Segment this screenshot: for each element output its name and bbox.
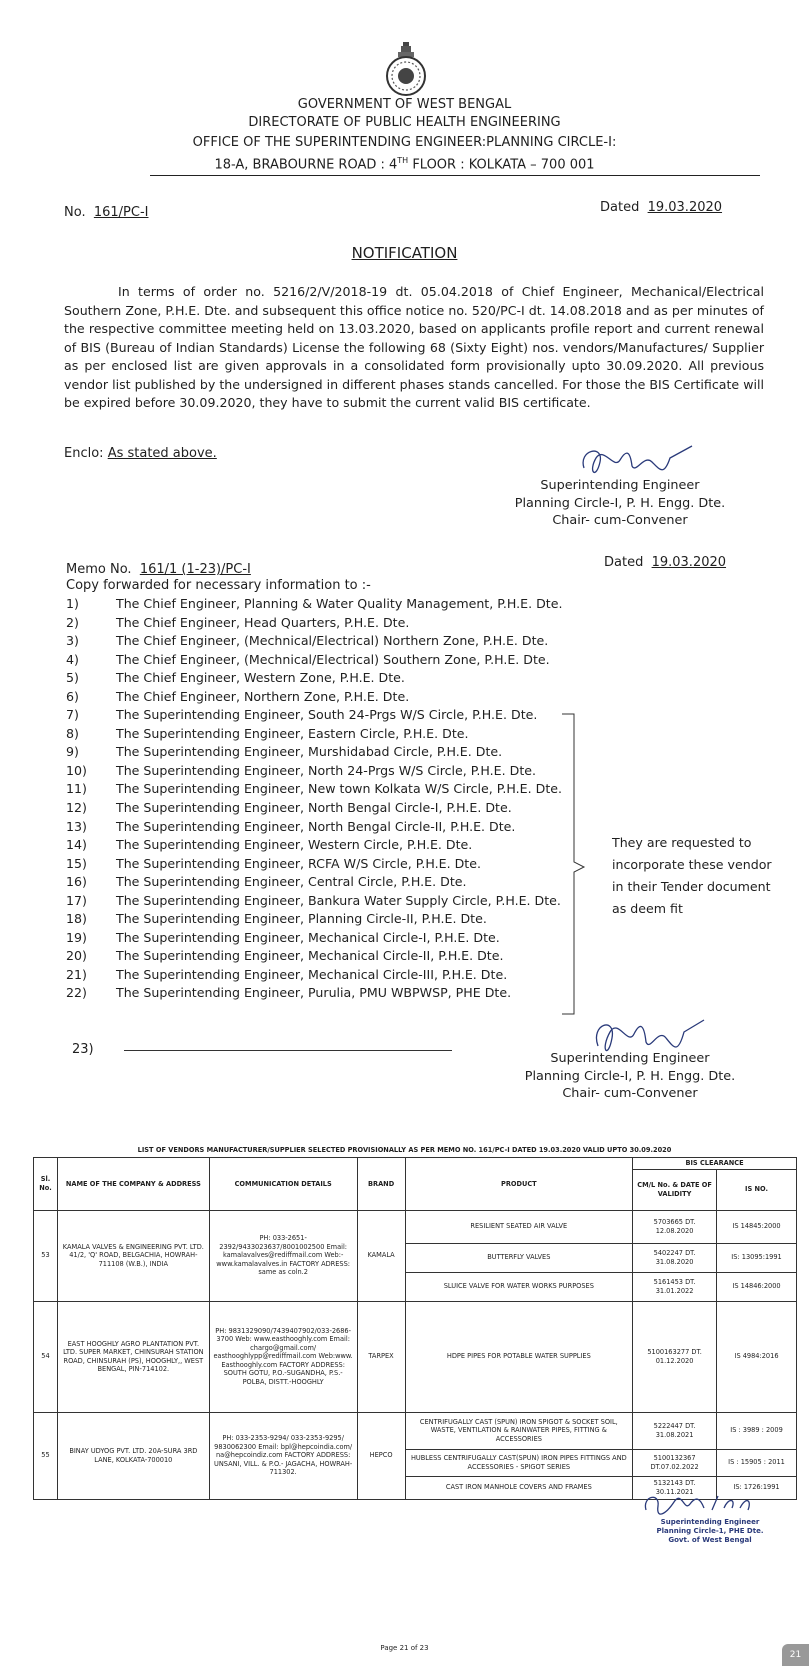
product-cell: CENTRIFUGALLY CAST (SPUN) IRON SPIGOT & SOCKET SOIL, WASTE, VENTILATION & RAINWATER PIPES, FITTING & ACCESSORIES bbox=[405, 1412, 633, 1449]
recipient-number: 15) bbox=[66, 855, 87, 871]
ref-number: No. 161/PC-I bbox=[64, 205, 149, 220]
recipient-item bbox=[66, 966, 596, 985]
header-divider bbox=[150, 175, 760, 176]
recipient-number: 19) bbox=[66, 929, 87, 945]
is-cell: IS: 13095:1991 bbox=[717, 1243, 797, 1272]
item-23: 23) bbox=[72, 1042, 94, 1057]
header-line-1: GOVERNMENT OF WEST BENGAL bbox=[297, 97, 512, 112]
table-row bbox=[34, 1301, 797, 1412]
table-row bbox=[34, 1412, 797, 1449]
recipient-text: The Superintending Engineer, North Bengal Circle-I, P.H.E. Dte. bbox=[116, 800, 512, 816]
recipient-number: 6) bbox=[66, 688, 79, 704]
col-sl: Sl. No. bbox=[34, 1158, 58, 1211]
is-cell: IS 14846:2000 bbox=[717, 1272, 797, 1301]
recipient-number: 20) bbox=[66, 948, 87, 964]
recipient-number: 8) bbox=[66, 725, 79, 741]
recipient-number: 5) bbox=[66, 670, 79, 686]
signature-block-2: Superintending Engineer Planning Circle-I, P. H. Engg. Dte. Chair- cum-Convener bbox=[524, 1051, 736, 1101]
recipient-text: The Superintending Engineer, Murshidabad Circle, P.H.E. Dte. bbox=[116, 744, 503, 760]
recipient-list bbox=[66, 595, 596, 1003]
cml-cell: 5161453 DT. 31.01.2022 bbox=[633, 1272, 717, 1301]
copy-forwarded: Copy forwarded for necessary information to :- bbox=[66, 578, 371, 593]
sl-cell: 55 bbox=[34, 1412, 58, 1499]
recipient-number: 16) bbox=[66, 874, 87, 890]
recipient-item bbox=[66, 836, 596, 855]
recipient-item bbox=[66, 910, 596, 929]
product-cell: RESILIENT SEATED AIR VALVE bbox=[405, 1210, 633, 1243]
recipient-item bbox=[66, 984, 596, 1003]
recipient-item bbox=[66, 706, 596, 725]
recipient-number: 22) bbox=[66, 985, 87, 1001]
recipient-item bbox=[66, 892, 596, 911]
recipient-text: The Superintending Engineer, RCFA W/S Circle, P.H.E. Dte. bbox=[116, 855, 481, 871]
recipient-item bbox=[66, 873, 596, 892]
official-stamp: Superintending Engineer Planning Circle-1, PHE Dte. Govt. of West Bengal bbox=[656, 1518, 764, 1544]
col-cml: CM/L No. & DATE OF VALIDITY bbox=[633, 1169, 717, 1210]
recipient-number: 4) bbox=[66, 651, 79, 667]
is-cell: IS : 3989 : 2009 bbox=[717, 1412, 797, 1449]
product-cell: CAST IRON MANHOLE COVERS AND FRAMES bbox=[405, 1476, 633, 1499]
recipient-text: The Superintending Engineer, New town Kolkata W/S Circle, P.H.E. Dte. bbox=[116, 781, 563, 797]
cml-cell: 5402247 DT. 31.08.2020 bbox=[633, 1243, 717, 1272]
recipient-text: The Superintending Engineer, North 24-Prgs W/S Circle, P.H.E. Dte. bbox=[116, 762, 537, 778]
recipient-number: 3) bbox=[66, 633, 79, 649]
notification-title: NOTIFICATION bbox=[351, 244, 458, 262]
recipient-text: The Chief Engineer, Head Quarters, P.H.E. Dte. bbox=[116, 614, 410, 630]
communication-cell: PH: 9831329090/7439407902/033-2686-3700 Web: www.easthooghly.com Email: chargo@gmail.com/ easthooghlypp@rediffmail.com Web:www. Easthooghly.com FACTORY ADDRESS: SOUTH GOTU, P.O.-SUGANDHA, P.S.-POLBA, DISTT.-HOOGHLY bbox=[209, 1301, 357, 1412]
recipient-number: 7) bbox=[66, 707, 79, 723]
state-emblem-icon bbox=[384, 42, 428, 98]
signature-block-1: Superintending Engineer Planning Circle-I, P. H. Engg. Dte. Chair- cum-Convener bbox=[514, 478, 726, 528]
product-cell: HDPE PIPES FOR POTABLE WATER SUPPLIES bbox=[405, 1301, 633, 1412]
recipient-item bbox=[66, 669, 596, 688]
recipient-item bbox=[66, 929, 596, 948]
company-cell: BINAY UDYOG PVT. LTD. 20A-SURA 3RD LANE, KOLKATA-700010 bbox=[57, 1412, 209, 1499]
col-comm: COMMUNICATION DETAILS bbox=[209, 1158, 357, 1211]
recipient-text: The Superintending Engineer, Eastern Circle, P.H.E. Dte. bbox=[116, 725, 469, 741]
recipient-item bbox=[66, 725, 596, 744]
memo-number: Memo No. 161/1 (1-23)/PC-I bbox=[66, 562, 251, 577]
page-footer: Page 21 of 23 bbox=[380, 1644, 429, 1652]
header-address: 18-A, BRABOURNE ROAD : 4TH FLOOR : KOLKATA – 700 001 bbox=[214, 156, 595, 173]
recipient-text: The Superintending Engineer, Planning Circle-II, P.H.E. Dte. bbox=[116, 911, 487, 927]
recipient-number: 1) bbox=[66, 596, 79, 611]
initial-signature bbox=[640, 1490, 760, 1518]
recipient-text: The Superintending Engineer, Mechanical Circle-II, P.H.E. Dte. bbox=[116, 948, 504, 964]
instruction-note: They are requested to incorporate these vendor in their Tender document as deem fit bbox=[612, 835, 772, 916]
recipient-number: 14) bbox=[66, 837, 87, 853]
cml-cell: 5222447 DT. 31.08.2021 bbox=[633, 1412, 717, 1449]
recipient-text: The Superintending Engineer, Central Circle, P.H.E. Dte. bbox=[116, 874, 467, 890]
recipient-number: 12) bbox=[66, 800, 87, 816]
notification-body: In terms of order no. 5216/2/V/2018-19 dt. 05.04.2018 of Chief Engineer, Mechanical/Electrical Southern Zone, P.H.E. Dte. and subsequent this office notice no. 520/PC-I dt. 14.08.2018 and as per minutes of the respective committee meeting held on 13.03.2020, based on applicants profile report and current renewal of BIS (Bureau of Indian Standards) License the following 68 (Sixty Eight) nos. vendors/Manufactures/ Supplier as per enclosed list are given approvals in a consolidated form provisionally upto 30.09.2020. All previous vendor list published by the undersigned in different phases stands cancelled. For those the BIS Certificate will be expired before 30.09.2020, they have to submit the current valid BIS certificate. bbox=[64, 284, 764, 410]
is-cell: IS 14845:2000 bbox=[717, 1210, 797, 1243]
brand-cell: TARPEX bbox=[357, 1301, 405, 1412]
recipient-item bbox=[66, 762, 596, 781]
recipient-text: The Superintending Engineer, Bankura Water Supply Circle, P.H.E. Dte. bbox=[116, 892, 561, 908]
is-cell: IS : 15905 : 2011 bbox=[717, 1449, 797, 1476]
recipient-item bbox=[66, 855, 596, 874]
item-23-blank bbox=[124, 1050, 452, 1051]
is-cell: IS: 1726:1991 bbox=[717, 1476, 797, 1499]
communication-cell: PH: 033-2353-9294/ 033-2353-9295/ 9830062300 Email: bpl@hepcoindia.com/ na@hepcoindiz.com FACTORY ADDRESS: UNSANI, VILL. & P.O.- JAGACHA, HOWRAH-711302. bbox=[209, 1412, 357, 1499]
recipient-item bbox=[66, 614, 596, 633]
sl-cell: 53 bbox=[34, 1210, 58, 1301]
recipient-number: 17) bbox=[66, 892, 87, 908]
recipient-text: The Chief Engineer, (Mechnical/Electrical) Northern Zone, P.H.E. Dte. bbox=[116, 633, 549, 649]
recipient-number: 11) bbox=[66, 781, 87, 797]
recipient-item bbox=[66, 595, 596, 614]
recipient-text: The Chief Engineer, (Mechnical/Electrical) Southern Zone, P.H.E. Dte. bbox=[116, 651, 550, 667]
recipient-number: 10) bbox=[66, 762, 87, 778]
is-cell: IS 4984:2016 bbox=[717, 1301, 797, 1412]
table-row bbox=[34, 1210, 797, 1243]
header-line-2: DIRECTORATE OF PUBLIC HEALTH ENGINEERING bbox=[248, 115, 561, 130]
page-badge: 21 bbox=[782, 1644, 809, 1666]
col-product: PRODUCT bbox=[405, 1158, 633, 1211]
vendor-table-title: LIST OF VENDORS MANUFACTURER/SUPPLIER SELECTED PROVISIONALLY AS PER MEMO NO. 161/PC-I DATED 19.03.2020 VALID UPTO 30.09.2020 bbox=[137, 1146, 672, 1154]
recipient-text: The Superintending Engineer, North Bengal Circle-II, P.H.E. Dte. bbox=[116, 818, 516, 834]
recipient-text: The Superintending Engineer, Mechanical Circle-I, P.H.E. Dte. bbox=[116, 929, 500, 945]
recipient-text: The Chief Engineer, Planning & Water Quality Management, P.H.E. Dte. bbox=[116, 596, 563, 611]
cml-cell: 5703665 DT. 12.08.2020 bbox=[633, 1210, 717, 1243]
col-brand: BRAND bbox=[357, 1158, 405, 1211]
vendor-table bbox=[33, 1157, 797, 1500]
recipient-text: The Chief Engineer, Northern Zone, P.H.E. Dte. bbox=[116, 688, 410, 704]
cml-cell: 5100163277 DT. 01.12.2020 bbox=[633, 1301, 717, 1412]
recipient-text: The Superintending Engineer, Western Circle, P.H.E. Dte. bbox=[116, 837, 473, 853]
col-isno: IS NO. bbox=[717, 1169, 797, 1210]
brand-cell: HEPCO bbox=[357, 1412, 405, 1499]
enclosure: Enclo: As stated above. bbox=[64, 446, 217, 461]
recipient-item bbox=[66, 688, 596, 707]
recipient-number: 21) bbox=[66, 966, 87, 982]
recipient-item bbox=[66, 799, 596, 818]
product-cell: HUBLESS CENTRIFUGALLY CAST(SPUN) IRON PIPES FITTINGS AND ACCESSORIES - SPIGOT SERIES bbox=[405, 1449, 633, 1476]
company-cell: EAST HOOGHLY AGRO PLANTATION PVT. LTD. SUPER MARKET, CHINSURAH STATION ROAD, CHINSURAH (PS), HOOGHLY,, WEST BENGAL, PIN-714102. bbox=[57, 1301, 209, 1412]
recipient-text: The Superintending Engineer, Purulia, PMU WBPWSP, PHE Dte. bbox=[116, 985, 512, 1001]
recipient-number: 18) bbox=[66, 911, 87, 927]
cml-cell: 5100132367 DT.07.02.2022 bbox=[633, 1449, 717, 1476]
recipient-item bbox=[66, 947, 596, 966]
product-cell: BUTTERFLY VALVES bbox=[405, 1243, 633, 1272]
recipient-text: The Superintending Engineer, South 24-Prgs W/S Circle, P.H.E. Dte. bbox=[116, 707, 538, 723]
recipient-number: 13) bbox=[66, 818, 87, 834]
product-cell: SLUICE VALVE FOR WATER WORKS PURPOSES bbox=[405, 1272, 633, 1301]
cml-cell: 5132143 DT. 30.11.2021 bbox=[633, 1476, 717, 1499]
communication-cell: PH: 033-2651-2392/9433023637/8001002500 Email: kamalavalves@rediffmail.com Web:- www.kamalavalves.in FACTORY ADRESS: same as coln.2 bbox=[209, 1210, 357, 1301]
ref-date: Dated 19.03.2020 bbox=[600, 200, 723, 215]
memo-date: Dated 19.03.2020 bbox=[604, 555, 727, 570]
recipient-number: 9) bbox=[66, 744, 79, 760]
recipient-item bbox=[66, 632, 596, 651]
signature-1 bbox=[574, 440, 704, 480]
bracket bbox=[560, 712, 590, 1016]
recipient-text: The Superintending Engineer, Mechanical Circle-III, P.H.E. Dte. bbox=[116, 966, 508, 982]
recipient-text: The Chief Engineer, Western Zone, P.H.E. Dte. bbox=[116, 670, 405, 686]
recipient-item bbox=[66, 780, 596, 799]
company-cell: KAMALA VALVES & ENGINEERING PVT. LTD. 41/2, 'Q' ROAD, BELGACHIA, HOWRAH-711108 (W.B.), INDIA bbox=[57, 1210, 209, 1301]
col-bis: BIS CLEARANCE bbox=[633, 1158, 797, 1170]
header-line-3: OFFICE OF THE SUPERINTENDING ENGINEER:PLANNING CIRCLE-I: bbox=[192, 135, 617, 150]
recipient-item bbox=[66, 743, 596, 762]
col-name: NAME OF THE COMPANY & ADDRESS bbox=[57, 1158, 209, 1211]
brand-cell: KAMALA bbox=[357, 1210, 405, 1301]
sl-cell: 54 bbox=[34, 1301, 58, 1412]
recipient-number: 2) bbox=[66, 614, 79, 630]
recipient-item bbox=[66, 651, 596, 670]
recipient-item bbox=[66, 818, 596, 837]
